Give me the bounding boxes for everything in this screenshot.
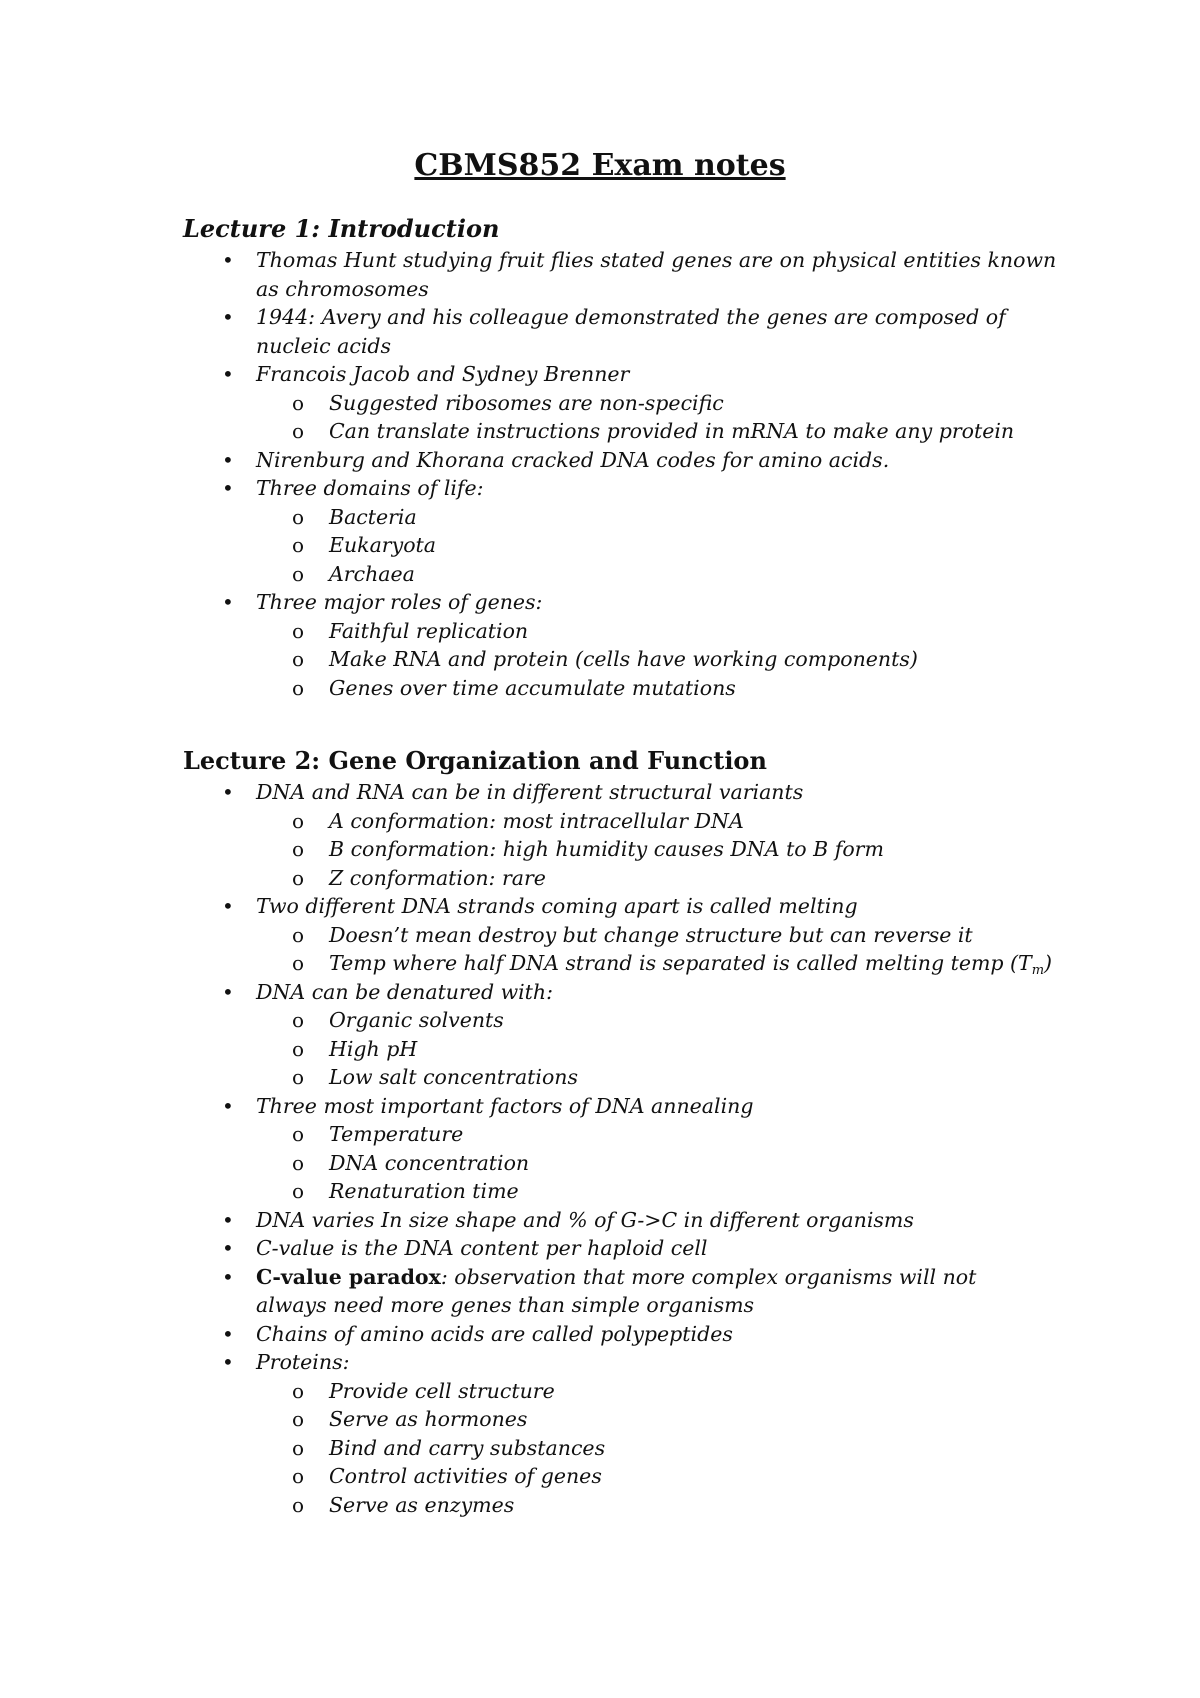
- sub-list-item: [292, 1120, 464, 1149]
- bullet-marker: •: [222, 590, 234, 614]
- list-item-text: nucleic acids: [256, 333, 392, 358]
- list-item: [222, 1348, 350, 1377]
- list-item-text: Chains of amino acids are called polypeptides: [256, 1321, 733, 1346]
- list-item-text: Bacteria: [329, 504, 417, 529]
- list-item-text: Three major roles of genes:: [256, 590, 543, 614]
- sub-bullet-marker: o: [292, 837, 305, 861]
- page-title: CBMS852 Exam notes: [414, 148, 786, 183]
- bullet-marker: •: [222, 1236, 234, 1260]
- bullet-marker: •: [222, 305, 234, 329]
- list-item-text: Organic solvents: [329, 1008, 504, 1032]
- list-item-text: Bind and carry substances: [329, 1435, 606, 1460]
- bullet-marker: •: [222, 447, 234, 472]
- section-heading-lecture-2: Lecture 2: Gene Organization and Function: [183, 746, 767, 775]
- list-item-text: Proteins:: [256, 1350, 350, 1374]
- sub-list-item: [292, 1405, 528, 1434]
- list-item-continuation: [256, 275, 429, 304]
- sub-bullet-marker: o: [292, 390, 305, 415]
- bold-term: C-value paradox: [256, 1264, 441, 1289]
- section-heading-lecture-1: Lecture 1: Introduction: [183, 214, 500, 243]
- sub-list-item: [292, 1149, 530, 1178]
- list-item-text: : observation that more complex organisms will not: [440, 1264, 977, 1289]
- bullet-marker: •: [222, 1350, 234, 1374]
- sub-bullet-marker: o: [292, 1464, 305, 1488]
- sub-bullet-marker: o: [292, 618, 305, 643]
- list-item-text: Eukaryota: [329, 533, 436, 557]
- sub-bullet-marker: o: [292, 504, 305, 529]
- list-item-text: Genes over time accumulate mutations: [329, 675, 736, 700]
- sub-bullet-marker: o: [292, 1008, 305, 1032]
- sub-bullet-marker: o: [292, 1435, 305, 1460]
- sub-list-item: [292, 1462, 602, 1491]
- list-item-text: Provide cell structure: [329, 1378, 555, 1403]
- sub-bullet-marker: o: [292, 1150, 305, 1175]
- sub-bullet-marker: o: [292, 865, 305, 890]
- sub-bullet-marker: o: [292, 951, 305, 975]
- sub-list-item: [292, 1377, 555, 1406]
- sub-list-item: [292, 617, 529, 646]
- list-item: [222, 978, 554, 1007]
- bullet-marker: •: [222, 1207, 234, 1232]
- sub-list-item: [292, 560, 415, 589]
- sub-bullet-marker: o: [292, 561, 305, 586]
- list-item: [222, 446, 890, 475]
- sub-list-item: [292, 389, 724, 418]
- list-item-text: Temperature: [329, 1122, 464, 1146]
- sub-list-item: [292, 674, 736, 703]
- list-item: [222, 360, 630, 389]
- bullet-marker: •: [222, 362, 234, 386]
- list-item-text: DNA varies In size shape and % of G->C in different organisms: [256, 1207, 914, 1232]
- sub-bullet-marker: o: [292, 1492, 305, 1517]
- list-item-text: C-value is the DNA content per haploid cell: [256, 1236, 708, 1260]
- list-item: [222, 246, 1057, 275]
- list-item: [222, 892, 858, 921]
- list-item-text: Three most important factors of DNA annealing: [256, 1093, 754, 1118]
- list-item-text: Three domains of life:: [256, 476, 484, 500]
- list-item-text: always need more genes than simple organisms: [256, 1293, 755, 1317]
- sub-bullet-marker: o: [292, 533, 305, 557]
- sub-list-item: [292, 1035, 418, 1064]
- sub-bullet-marker: o: [292, 419, 305, 443]
- list-item: [222, 303, 1006, 332]
- sub-list-item: [292, 1177, 519, 1206]
- sub-list-item: [292, 503, 417, 532]
- sub-list-item: [292, 864, 546, 893]
- list-item-text: Make RNA and protein (cells have working components): [329, 647, 918, 671]
- list-item-text: DNA can be denatured with:: [256, 979, 554, 1004]
- list-item-text: B conformation: high humidity causes DNA to B form: [329, 837, 884, 861]
- sub-bullet-marker: o: [292, 922, 305, 947]
- closing-paren: ): [1044, 951, 1053, 975]
- list-item-text: Nirenburg and Khorana cracked DNA codes for amino acids.: [256, 447, 890, 472]
- bullet-marker: •: [222, 1093, 234, 1118]
- sub-bullet-marker: o: [292, 675, 305, 700]
- list-item-text: Suggested ribosomes are non-specific: [329, 390, 724, 415]
- sub-list-item: [292, 531, 436, 560]
- list-item-text: Temp where half DNA strand is separated is called melting temp (T: [329, 951, 1032, 975]
- list-item: [222, 1234, 708, 1263]
- subscript-m: m: [1031, 963, 1045, 978]
- bullet-marker: •: [222, 979, 234, 1004]
- list-item-text: Francois Jacob and Sydney Brenner: [256, 362, 630, 386]
- list-item-continuation: [256, 332, 391, 361]
- list-item-text: Thomas Hunt studying fruit flies stated genes are on physical entities known: [256, 248, 1057, 272]
- list-item: [222, 1092, 754, 1121]
- bullet-marker: •: [222, 780, 234, 804]
- list-item-text: Z conformation: rare: [329, 865, 546, 890]
- bullet-marker: •: [222, 894, 234, 918]
- list-item-text: Two different DNA strands coming apart is called melting: [256, 894, 858, 918]
- list-item-text: Doesn’t mean destroy but change structure but can reverse it: [329, 922, 973, 947]
- list-item: [222, 1206, 914, 1235]
- sub-list-item: [292, 1491, 515, 1520]
- list-item-text: High pH: [329, 1036, 418, 1061]
- list-item-text: Can translate instructions provided in mRNA to make any protein: [329, 419, 1015, 443]
- list-item-text: Serve as enzymes: [329, 1492, 515, 1517]
- sub-bullet-marker: o: [292, 1065, 305, 1089]
- sub-bullet-marker: o: [292, 1407, 305, 1431]
- list-item-continuation: [256, 1291, 754, 1320]
- list-item-text: Low salt concentrations: [329, 1065, 579, 1089]
- list-item-text: DNA and RNA can be in different structural variants: [256, 780, 804, 804]
- sub-bullet-marker: o: [292, 1122, 305, 1146]
- sub-list-item: [292, 1006, 504, 1035]
- list-item: [222, 778, 804, 807]
- sub-list-item: [292, 921, 973, 950]
- sub-bullet-marker: o: [292, 1179, 305, 1203]
- bullet-marker: •: [222, 476, 234, 500]
- sub-list-item: [292, 417, 1015, 446]
- list-item: [222, 1320, 733, 1349]
- sub-bullet-marker: o: [292, 808, 305, 833]
- list-item-text: Control activities of genes: [329, 1464, 602, 1488]
- list-item-text: as chromosomes: [256, 276, 429, 301]
- list-item-text: Renaturation time: [329, 1179, 519, 1203]
- list-item-text: DNA concentration: [329, 1150, 530, 1175]
- list-item: [222, 588, 543, 617]
- list-item: [222, 474, 484, 503]
- list-item-text: Serve as hormones: [329, 1407, 528, 1431]
- list-item-text: 1944: Avery and his colleague demonstrated the genes are composed of: [256, 305, 1006, 329]
- sub-bullet-marker: o: [292, 1036, 305, 1061]
- sub-bullet-marker: o: [292, 1378, 305, 1403]
- sub-bullet-marker: o: [292, 647, 305, 671]
- list-item-text: Archaea: [329, 561, 415, 586]
- list-item-text: A conformation: most intracellular DNA: [329, 808, 744, 833]
- sub-list-item: [292, 835, 884, 864]
- list-item-text: Faithful replication: [329, 618, 529, 643]
- list-item: [222, 1263, 977, 1292]
- bullet-marker: •: [222, 248, 234, 272]
- sub-list-item: [292, 1434, 606, 1463]
- bullet-marker: •: [222, 1264, 234, 1289]
- sub-list-item: [292, 807, 744, 836]
- sub-list-item: [292, 645, 918, 674]
- bullet-marker: •: [222, 1321, 234, 1346]
- sub-list-item: [292, 1063, 579, 1092]
